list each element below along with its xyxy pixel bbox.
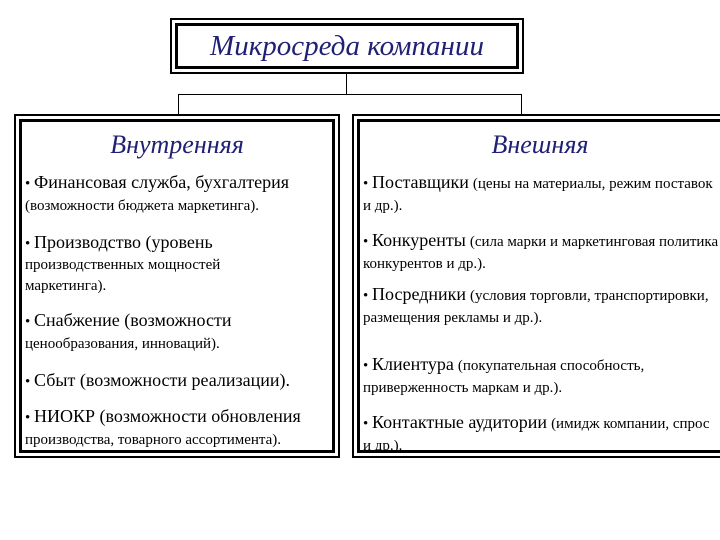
connector-left-drop [178,94,179,114]
title-box [170,18,524,74]
external-panel [352,114,720,458]
internal-item-finance: • Финансовая служба, бухгалтерия (возможности бюджета маркетинга). [25,172,289,214]
internal-heading: Внутренняя [110,130,244,159]
diagram-title: Микросреда компании [175,23,519,69]
internal-item-sales: • Сбыт (возможности реализации). [25,370,290,390]
internal-item-production: • Производство (уровень производственных мощностей маркетинга). [25,232,221,294]
external-item-competitors: • Конкуренты (сила марки и маркетинговая политика конкурентов и др.). [363,230,719,272]
external-item-suppliers: • Поставщики (цены на материалы, режим поставок и др.). [363,172,713,214]
internal-item-rnd: • НИОКР (возможности обновления производства, товарного ассортимента). [25,406,301,448]
external-item-audiences: • Контактные аудитории (имидж компании, спрос и др.). [363,412,710,454]
connector-horizontal [178,94,522,95]
connector-right-drop [521,94,522,114]
external-heading: Внешняя [491,130,589,159]
external-item-intermediaries: • Посредники (условия торговли, транспортировки, размещения рекламы и др.). [363,284,709,326]
connector-vertical-top [346,74,347,94]
external-item-customers: • Клиентура (покупательная способность, приверженность маркам и др.). [363,354,645,396]
internal-item-supply: • Снабжение (возможности ценообразования, инноваций). [25,310,232,352]
internal-panel [14,114,340,458]
